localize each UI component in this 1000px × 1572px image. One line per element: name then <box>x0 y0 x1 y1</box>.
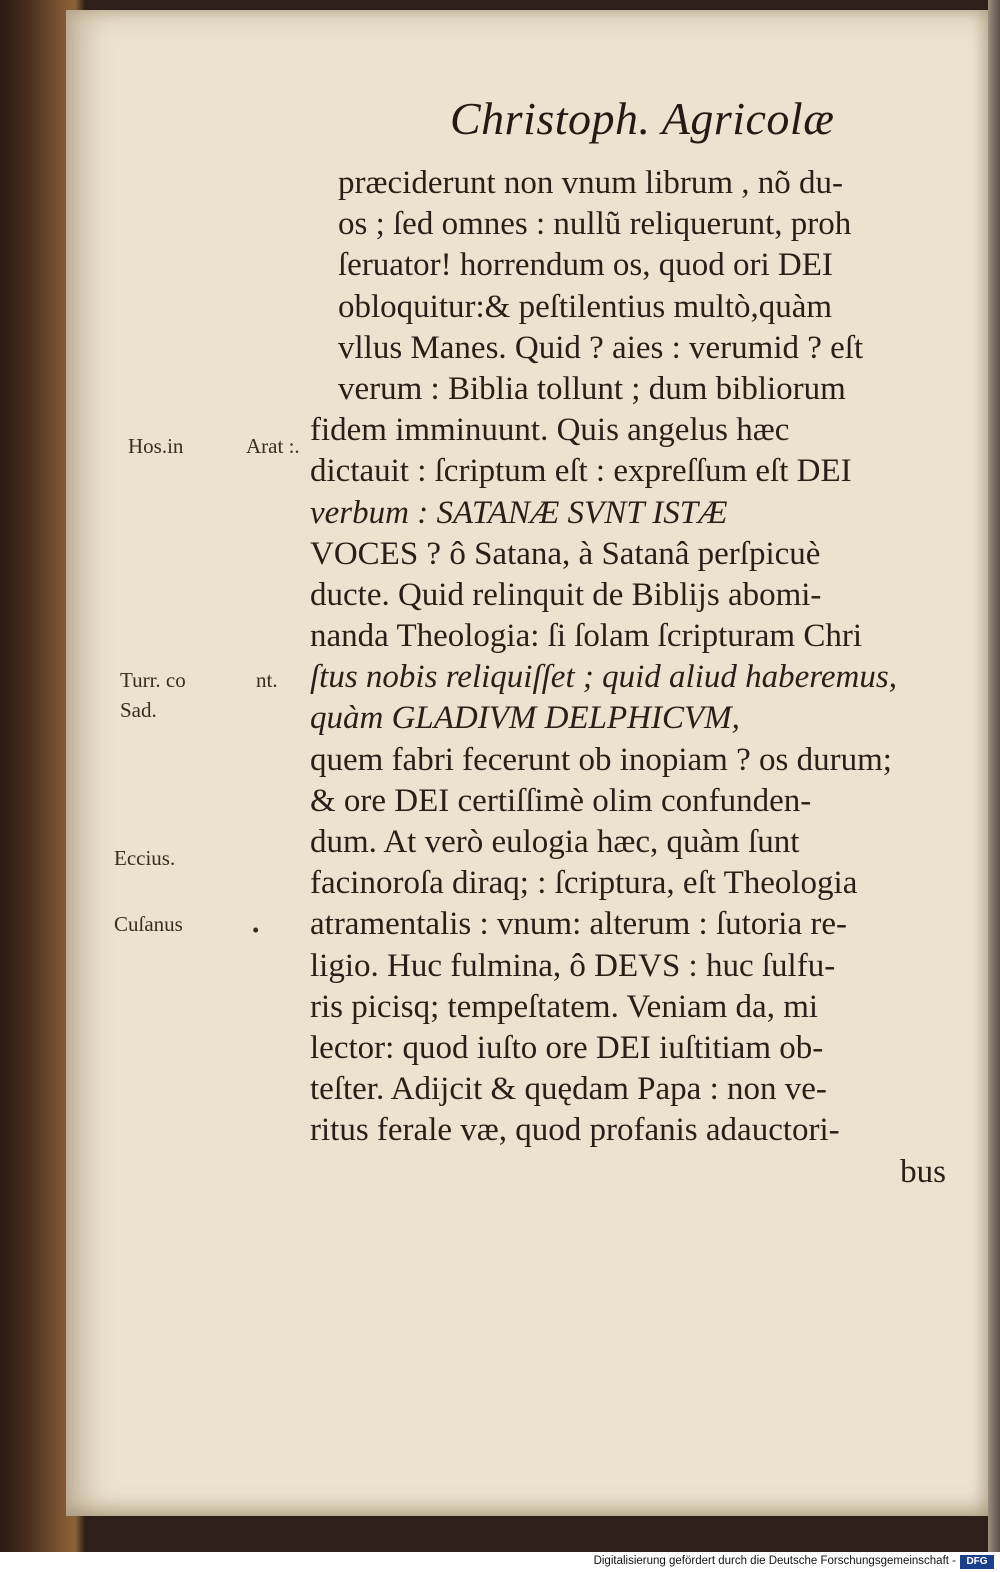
text-line-7: fidem imminuunt. Quis angelus hæc <box>310 412 790 449</box>
margin-note-eccius: Eccius. <box>114 846 176 870</box>
text-line-17: dum. At verò eulogia hæc, quàm ſunt <box>310 824 800 860</box>
text-line-1: præciderunt non vnum librum , nõ du- <box>338 165 844 201</box>
margin-note-cusanus: Cuſanus <box>114 912 183 936</box>
margin-note-nt: nt. <box>256 668 278 692</box>
text-line-23: teſter. Adijcit & quędam Papa : non ve- <box>310 1071 827 1108</box>
margin-note-sad: Sad. <box>120 698 157 722</box>
text-line-11: ducte. Quid relinquit de Biblijs abomi- <box>310 576 822 613</box>
margin-note-arat: Arat :. <box>246 434 300 458</box>
text-line-2: os ; ſed omnes : nullũ reliquerunt, proh <box>338 206 852 243</box>
margin-note-dot: • <box>252 918 260 942</box>
margin-note-hos: Hos.in <box>128 434 184 458</box>
text-line-19: atramentalis : vnum: alterum : ſutoria re- <box>310 906 847 943</box>
text-line-12: nanda Theologia: ſi ſolam ſcripturam Chri <box>310 618 863 655</box>
text-line-20: ligio. Huc fulmina, ô DEVS : huc ſulfu- <box>310 947 836 984</box>
funding-credit: Digitalisierung gefördert durch die Deutsche Forschungsgemeinschaft - <box>593 1555 956 1567</box>
text-line-4: obloquitur:& peſtilentius multò,quàm <box>338 288 833 325</box>
dfg-logo-icon: DFG <box>960 1555 994 1569</box>
text-line-6: verum : Biblia tollunt ; dum bibliorum <box>338 370 846 407</box>
text-line-5: vllus Manes. Quid ? aies : verumid ? eſt <box>338 329 864 366</box>
running-title: Christoph. Agricolæ <box>450 93 835 144</box>
text-line-13: ſtus nobis reliquiſſet ; quid aliud haberemus, <box>310 659 897 696</box>
text-line-22: lector: quod iuſto ore DEI iuſtitiam ob- <box>310 1029 824 1066</box>
text-line-14: quàm GLADIVM DELPHICVM, <box>310 700 740 737</box>
text-line-16: & ore DEI certiſſimè olim confunden- <box>310 782 812 819</box>
digitization-footer <box>0 1552 1000 1572</box>
text-line-18: facinoroſa diraq; : ſcriptura, eſt Theologia <box>310 865 858 902</box>
text-line-8: dictauit : ſcriptum eſt : expreſſum eſt DEI <box>310 453 852 490</box>
catchword: bus <box>900 1153 946 1190</box>
text-line-21: ris picisq; tempeſtatem. Veniam da, mi <box>310 988 819 1025</box>
text-line-9: verbum : SATANÆ SVNT ISTÆ <box>310 494 728 531</box>
margin-note-turr: Turr. co <box>120 668 186 692</box>
text-line-3: ſeruator! horrendum os, quod ori DEI <box>338 247 833 284</box>
text-line-15: quem fabri fecerunt ob inopiam ? os durum; <box>310 741 892 778</box>
text-line-24: ritus ferale væ, quod profanis adauctori- <box>310 1112 840 1149</box>
main-text-block <box>310 163 976 1193</box>
page-right-edge <box>988 0 1000 1552</box>
text-line-10: VOCES ? ô Satana, à Satanâ perſpicuè <box>310 535 821 572</box>
